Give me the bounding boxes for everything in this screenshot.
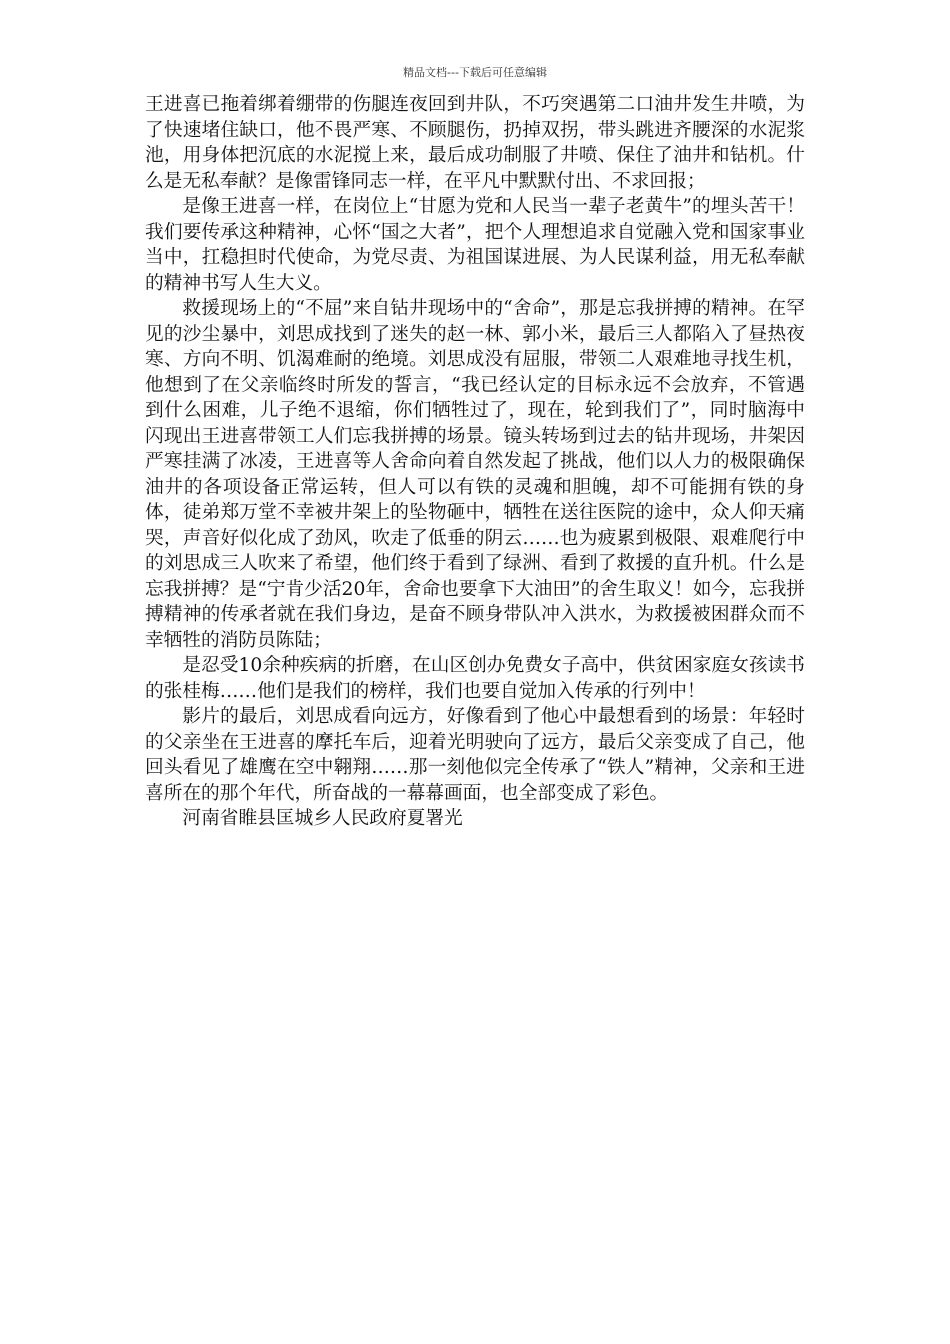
paragraph-1: 王进喜已拖着绑着绷带的伤腿连夜回到井队，不巧突遇第二口油井发生井喷，为了快速堵住缺口，他不畏严寒、不顾腿伤，扔掉双拐，带头跳进齐腰深的水泥浆池，用身体把沉底的水泥搅上来，最后成功制服了井喷、保住了油井和钻机。什么是无私奉献？是像雷锋同志一样，在平凡中默默付出、不求回报； (145, 94, 805, 192)
page-header: 精品文档---下载后可任意编辑 (403, 66, 547, 79)
paragraph-4: 是忍受10余种疾病的折磨，在山区创办免费女子高中，供贫困家庭女孩读书的张桂梅……他们是我们的榜样，我们也要自觉加入传承的行列中！ (145, 655, 805, 702)
paragraph-3: 救援现场上的“不屈”来自钻井现场中的“舍命”，那是忘我拼搏的精神。在罕见的沙尘暴中，刘思成找到了迷失的赵一林、郭小米，最后三人都陷入了昼热夜寒、方向不明、饥渴难耐的绝境。刘思成没有屈服，带领二人艰难地寻找生机，他想到了在父亲临终时所发的誓言，“我已经认定的目标永远不会放弃，不管遇到什么困难，儿子绝不退缩，你们牺牲过了，现在，轮到我们了”，同时脑海中闪现出王进喜带领工人们忘我拼搏的场景。镜头转场到过去的钻井现场，井架因严寒挂满了冰凌，王进喜等人舍命向着自然发起了挑战，他们以人力的极限确保油井的各项设备正常运转，但人可以有铁的灵魂和胆魄，却不可能拥有铁的身体，徒弟郑万堂不幸被井架上的坠物砸中，牺牲在送往医院的途中，众人仰天痛哭，声音好似化成了劲风，吹走了低垂的阴云……也为疲累到极限、艰难爬行中的刘思成三人吹来了希望，他们终于看到了绿洲、看到了救援的直升机。什么是忘我拼搏？是“宁肯少活20年，舍命也要拿下大油田”的舍生取义！如今，忘我拼搏精神的传承者就在我们身边，是奋不顾身带队冲入洪水，为救援被困群众而不幸牺牲的消防员陈陆； (145, 298, 805, 651)
paragraph-5: 影片的最后，刘思成看向远方，好像看到了他心中最想看到的场景：年轻时的父亲坐在王进喜的摩托车后，迎着光明驶向了远方，最后父亲变成了自己，他回头看见了雄鹰在空中翱翔……那一刻他似完全传承了“铁人”精神，父亲和王进喜所在的那个年代，所奋战的一幕幕画面，也全部变成了彩色。 (145, 706, 805, 804)
author-signature: 河南省睢县匡城乡人民政府夏署光 (182, 808, 463, 829)
paragraph-2: 是像王进喜一样，在岗位上“甘愿为党和人民当一辈子老黄牛”的埋头苦干！我们要传承这种精神，心怀“国之大者”，把个人理想追求自觉融入党和国家事业当中，扛稳担时代使命，为党尽责、为祖国谋进展、为人民谋利益，用无私奉献的精神书写人生大义。 (145, 196, 805, 294)
document-body (145, 92, 805, 832)
